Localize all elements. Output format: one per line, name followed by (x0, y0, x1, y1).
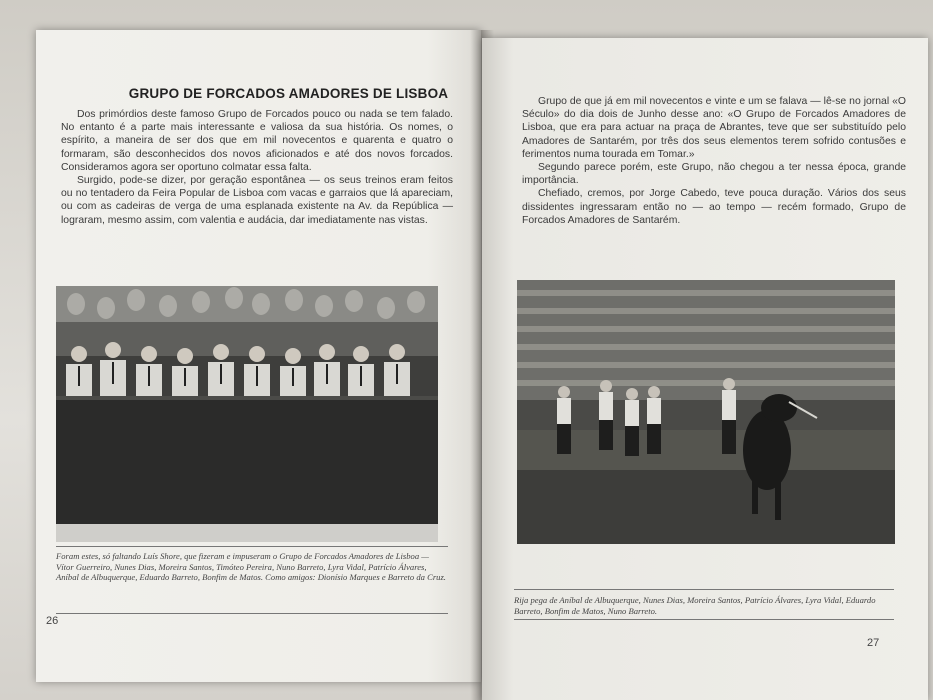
page-title: GRUPO DE FORCADOS AMADORES DE LISBOA (128, 86, 449, 101)
paragraph: Chefiado, cremos, por Jorge Cabedo, teve pouca duração. Vários dos seus dissidentes ingressaram então no — ao tempo — recém formado, Grupo de Forcados Amadores de Santarém. (522, 188, 906, 226)
caption-rule (514, 619, 894, 620)
caption-rule (514, 589, 894, 590)
bullfight-illustration (517, 280, 895, 544)
paragraph: Dos primórdios deste famoso Grupo de Forcados pouco ou nada se tem falado. No entanto é a parte mais interessante e valiosa da sua história. Os nomes, o espírito, a maneira de ser dos que em mil novecentos e quarenta e quatro o formaram, são desconhecidos dos novos aficionados e até dos novos forcados. Consideramos agora ser oportuno colmatar essa falta. (61, 109, 453, 173)
paragraph: Segundo parece porém, este Grupo, não chegou a ter nessa época, grande importância. (522, 162, 906, 187)
bullfight-photo (517, 280, 895, 544)
left-body-text (61, 108, 453, 227)
right-body-text (522, 95, 906, 227)
photo-caption: Rija pega de Aníbal de Albuquerque, Nunes Dias, Moreira Santos, Patrício Álvares, Lyra Vidal, Eduardo Barreto, Bonfim de Matos, Nuno Barreto. (514, 595, 876, 616)
paragraph: Grupo de que já em mil novecentos e vinte e um se falava — lê-se no jornal «O Século» do dia dois de Junho desse ano: «O Grupo de Forcados Amadores de Lisboa, que era para actuar na praça de Abrantes, teve que ser substituído pelo Amadores de Santarém, por três dos seus elementos terem sofrido contusões e ferimentos numa tourada em Tomar.» (522, 96, 906, 160)
page-number: 27 (867, 637, 880, 649)
caption-rule (56, 546, 448, 547)
page-number: 26 (46, 615, 59, 627)
caption-rule (56, 613, 448, 614)
right-page (482, 38, 928, 700)
paragraph: Surgido, pode-se dizer, por geração espontânea — os seus treinos eram feitos ou no tentadero da Feira Popular de Lisboa com vacas e garraios que lá apareciam, ou com as cadeiras de verga de uma esplanada existente na Av. da República — lograram, mesmo assim, com valentia e audácia, dar imediatamente nas vistas. (61, 175, 453, 226)
left-page (36, 30, 481, 682)
photo-caption: Foram estes, só faltando Luís Shore, que fizeram e impuseram o Grupo de Forcados Amadores de Lisboa — Vítor Guerreiro, Nunes Dias, Moreira Santos, Timóteo Pereira, Nuno Barreto, Lyra Vidal, Patrício Álvares, Aníbal de Albuquerque, Eduardo Barreto, Bonfim de Matos. Como amigos: Dionísio Marques e Barreto da Cruz. (56, 551, 446, 582)
group-portrait-photo (56, 286, 438, 542)
group-portrait-illustration (56, 286, 438, 542)
